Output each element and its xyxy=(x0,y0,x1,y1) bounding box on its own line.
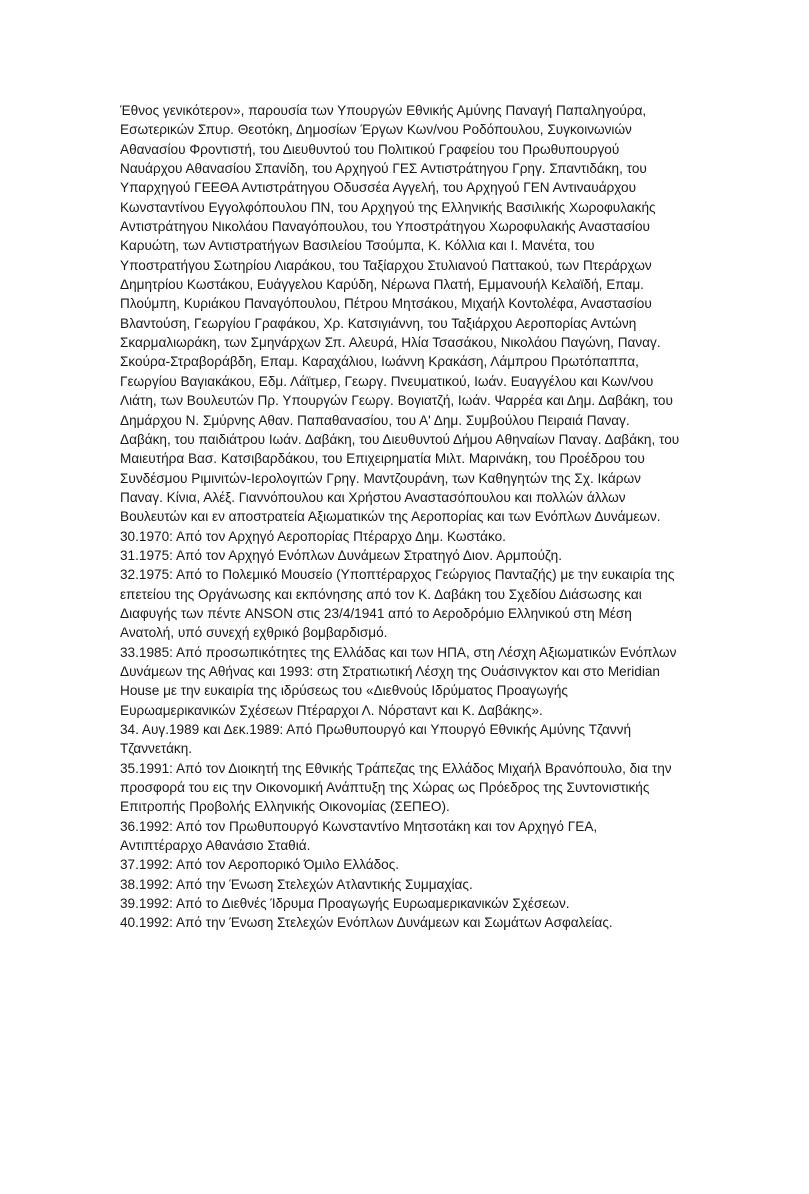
paragraph-item-31: 31.1975: Από τον Αρχηγό Ενόπλων Δυνάμεων Στρατηγό Διον. Αρμπούζη. xyxy=(120,547,562,563)
body-text xyxy=(120,101,680,933)
paragraph-item-36: 36.1992: Από τον Πρωθυπουργό Κωνσταντίνο Μητσοτάκη και τον Αρχηγό ΓΕΑ, Αντιπτέραρχο Αθανάσιο Σταθιά. xyxy=(120,818,598,854)
paragraph-item-35: 35.1991: Από τον Διοικητή της Εθνικής Τράπεζας της Ελλάδος Μιχαήλ Βρανόπουλο, δια την προσφορά του εις την Οικονομική Ανάπτυξη της Χώρας ως Πρόεδρος της Συντονιστικής Επιτροπής Προβολής Ελληνικής Οικονομίας (ΣΕΠΕΟ). xyxy=(120,760,672,815)
paragraph-attendees: Έθνος γενικότερον», παρουσία των Υπουργών Εθνικής Αμύνης Παναγή Παπαληγούρα, Εσωτερικών Σπυρ. Θεοτόκη, Δημοσίων Έργων Κων/νου Ροδόπουλου, Συγκοινωνιών Αθανασίου Φροντιστή, του Διευθυντού του Πολιτικού Γραφείου του Πρωθυπουργού Ναυάρχου Αθανασίου Σπανίδη, του Αρχηγού ΓΕΣ Αντιστράτηγου Γρηγ. Σπαντιδάκη, του Υπαρχηγού ΓΕΕΘΑ Αντιστράτηγου Οδυσσέα Αγγελή, του Αρχηγού ΓΕΝ Αντιναυάρχου Κωνσταντίνου Εγγολφόπουλου ΠΝ, του Αρχηγού της Ελληνικής Βασιλικής Χωροφυλακής Αντιστράτηγου Νικολάου Παναγόπουλου, του Υποστράτηγου Χωροφυλακής Αναστασίου Καρυώτη, των Αντιστρατήγων Βασιλείου Τσούμπα, Κ. Κόλλια και Ι. Μανέτα, του Υποστρατήγου Σωτηρίου Λιαράκου, του Ταξίαρχου Στυλιανού Παττακού, των Πτεράρχων Δημητρίου Κωστάκου, Ευάγγελου Καρύδη, Νέρωνα Πλατή, Εμμανουήλ Κελαϊδή, Επαμ. Πλούμπη, Κυριάκου Παναγόπουλου, Πέτρου Μητσάκου, Μιχαήλ Κοντολέφα, Αναστασίου Βλαντούση, Γεωργίου Γραφάκου, Χρ. Κατσιγιάννη, του Ταξιάρχου Αεροπορίας Αντώνη Σκαρμαλιωράκη, των Σμηνάρχων Σπ. Αλευρά, Ηλία Τσασάκου, Νικολάου Παγώνη, Παναγ. Σκούρα-Στραβοράβδη, Επαμ. Καραχάλιου, Ιωάννη Κρακάση, Λάμπρου Πρωτόπαππα, Γεωργίου Βαγιακάκου, Εδμ. Λάϊτμερ, Γεωργ. Πνευματικού, Ιωάν. Ευαγγέλου και Κων/νου Λιάτη, των Βουλευτών Πρ. Υπουργών Γεωργ. Βογιατζή, Ιωάν. Ψαρρέα και Δημ. Δαβάκη, του Δημάρχου Ν. Σμύρνης Αθαν. Παπαθανασίου, του Α' Δημ. Συμβούλου Πειραιά Παναγ. Δαβάκη, του παιδιάτρου Ιωάν. Δαβάκη, του Διευθυντού Δήμου Αθηναίων Παναγ. Δαβάκη, του Μαιευτήρα Βασ. Κατσιβαρδάκου, του Επιχειρηματία Μιλτ. Μαρινάκη, του Προέδρου του Συνδέσμου Ριμινιτών-Ιερολογιτών Γρηγ. Μαντζουράνη, των Καθηγητών της Σχ. Ικάρων Παναγ. Κίνια, Αλέξ. Γιαννόπουλου και Χρήστου Αναστασόπουλου και πολλών άλλων Βουλευτών και εν αποστρατεία Αξιωματικών της Αεροπορίας και των Ενόπλων Δυνάμεων. xyxy=(120,103,680,525)
paragraph-item-34: 34. Αυγ.1989 και Δεκ.1989: Από Πρωθυπουργό και Υπουργό Εθνικής Αμύνης Τζαννή Τζαννετάκη. xyxy=(120,722,632,757)
paragraph-item-37: 37.1992: Από τον Αεροπορικό Όμιλο Ελλάδος. xyxy=(120,857,400,873)
paragraph-item-40: 40.1992: Από την Ένωση Στελεχών Ενόπλων Δυνάμεων και Σωμάτων Ασφαλείας. xyxy=(120,915,613,931)
paragraph-item-38: 38.1992: Από την Ένωση Στελεχών Ατλαντικής Συμμαχίας. xyxy=(120,876,473,892)
paragraph-item-39: 39.1992: Από το Διεθνές Ίδρυμα Προαγωγής Ευρωαμερικανικών Σχέσεων. xyxy=(120,896,570,912)
paragraph-item-32: 32.1975: Από το Πολεμικό Μουσείο (Υποπτέραρχος Γεώργιος Πανταζής) με την ευκαιρία της επετείου της Οργάνωσης και εκπόνησης από τον Κ. Δαβάκη του Σχεδίου Διάσωσης και Διαφυγής των πέντε ANSON στις 23/4/1941 από το Αεροδρόμιο Ελληνικού στη Μέση Ανατολή, υπό συνεχή εχθρικό βομβαρδισμό. xyxy=(120,567,675,641)
paragraph-item-30: 30.1970: Από τον Αρχηγό Αεροπορίας Πτέραρχο Δημ. Κωστάκο. xyxy=(120,528,506,544)
paragraph-item-33: 33.1985: Από προσωπικότητες της Ελλάδας και των ΗΠΑ, στη Λέσχη Αξιωματικών Ενόπλων Δυνάμεων της Αθήνας και 1993: στη Στρατιωτική Λέσχη της Ουάσινγκτον και στο Meridian House με την ευκαιρία της ιδρύσεως του «Διεθνούς Ιδρύματος Προαγωγής Ευρωαμερικανικών Σχέσεων Πτέραρχοι Λ. Νόρσταντ και Κ. Δαβάκης». xyxy=(120,644,677,718)
